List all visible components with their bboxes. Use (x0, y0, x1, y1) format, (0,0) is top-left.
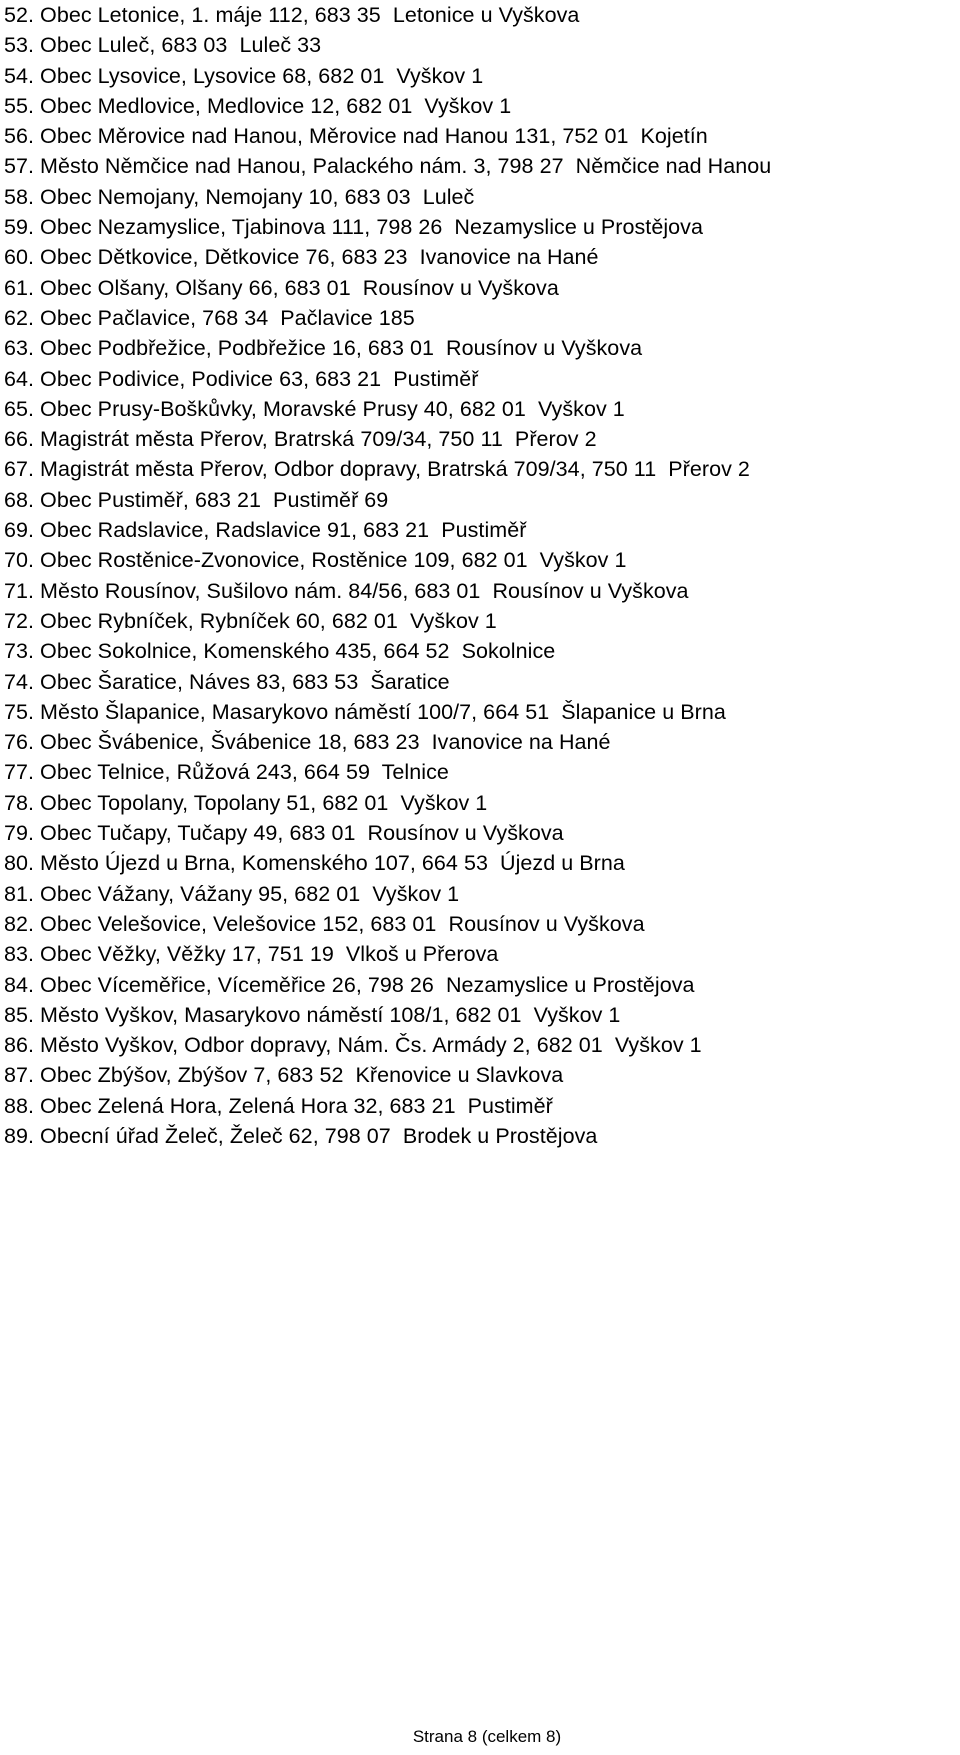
list-item: 72. Obec Rybníček, Rybníček 60, 682 01 Vyškov 1 (4, 608, 497, 633)
list-item: 88. Obec Zelená Hora, Zelená Hora 32, 683 21 Pustiměř (4, 1093, 553, 1118)
list-item: 65. Obec Prusy-Boškůvky, Moravské Prusy 40, 682 01 Vyškov 1 (4, 396, 625, 421)
list-item: 71. Město Rousínov, Sušilovo nám. 84/56, 683 01 Rousínov u Vyškova (4, 578, 689, 603)
list-item: 57. Město Němčice nad Hanou, Palackého nám. 3, 798 27 Němčice nad Hanou (4, 154, 772, 179)
list-item: 70. Obec Rostěnice-Zvonovice, Rostěnice 109, 682 01 Vyškov 1 (4, 548, 627, 573)
list-item: 66. Magistrát města Přerov, Bratrská 709/34, 750 11 Přerov 2 (4, 427, 597, 452)
list-item: 80. Město Újezd u Brna, Komenského 107, 664 53 Újezd u Brna (4, 851, 625, 876)
list-item: 79. Obec Tučapy, Tučapy 49, 683 01 Rousínov u Vyškova (4, 821, 564, 846)
list-item: 67. Magistrát města Přerov, Odbor dopravy, Bratrská 709/34, 750 11 Přerov 2 (4, 457, 750, 482)
list-item: 59. Obec Nezamyslice, Tjabinova 111, 798 26 Nezamyslice u Prostějova (4, 215, 703, 240)
list-item: 81. Obec Vážany, Vážany 95, 682 01 Vyškov 1 (4, 881, 460, 906)
list-item: 60. Obec Dětkovice, Dětkovice 76, 683 23 Ivanovice na Hané (4, 245, 599, 270)
list-item: 75. Město Šlapanice, Masarykovo náměstí 100/7, 664 51 Šlapanice u Brna (4, 699, 726, 724)
list-item: 77. Obec Telnice, Růžová 243, 664 59 Telnice (4, 760, 449, 785)
list-item: 76. Obec Švábenice, Švábenice 18, 683 23 Ivanovice na Hané (4, 730, 611, 755)
list-item: 74. Obec Šaratice, Náves 83, 683 53 Šaratice (4, 669, 450, 694)
list-item: 64. Obec Podivice, Podivice 63, 683 21 Pustiměř (4, 366, 479, 391)
list-item: 86. Město Vyškov, Odbor dopravy, Nám. Čs. Armády 2, 682 01 Vyškov 1 (4, 1033, 702, 1058)
list-item: 89. Obecní úřad Želeč, Želeč 62, 798 07 Brodek u Prostějova (4, 1123, 598, 1148)
list-item: 56. Obec Měrovice nad Hanou, Měrovice nad Hanou 131, 752 01 Kojetín (4, 124, 708, 149)
list-item: 84. Obec Víceměřice, Víceměřice 26, 798 26 Nezamyslice u Prostějova (4, 972, 695, 997)
list-item: 62. Obec Pačlavice, 768 34 Pačlavice 185 (4, 305, 415, 330)
list-item: 69. Obec Radslavice, Radslavice 91, 683 21 Pustiměř (4, 518, 527, 543)
list-item: 82. Obec Velešovice, Velešovice 152, 683 01 Rousínov u Vyškova (4, 911, 645, 936)
page-number-footer: Strana 8 (celkem 8) (412, 1727, 562, 1746)
list-item: 63. Obec Podbřežice, Podbřežice 16, 683 01 Rousínov u Vyškova (4, 336, 643, 361)
list-item: 78. Obec Topolany, Topolany 51, 682 01 Vyškov 1 (4, 790, 488, 815)
list-item: 52. Obec Letonice, 1. máje 112, 683 35 Letonice u Vyškova (4, 3, 580, 27)
list-item: 54. Obec Lysovice, Lysovice 68, 682 01 Vyškov 1 (4, 63, 484, 88)
list-item: 55. Obec Medlovice, Medlovice 12, 682 01 Vyškov 1 (4, 93, 512, 118)
list-item: 85. Město Vyškov, Masarykovo náměstí 108/1, 682 01 Vyškov 1 (4, 1002, 621, 1027)
list-item: 53. Obec Luleč, 683 03 Luleč 33 (4, 33, 322, 58)
list-item: 61. Obec Olšany, Olšany 66, 683 01 Rousínov u Vyškova (4, 275, 559, 300)
list-item: 87. Obec Zbýšov, Zbýšov 7, 683 52 Křenovice u Slavkova (4, 1063, 564, 1088)
list-item: 73. Obec Sokolnice, Komenského 435, 664 52 Sokolnice (4, 639, 556, 664)
address-list (4, 0, 771, 1151)
list-item: 58. Obec Nemojany, Nemojany 10, 683 03 Luleč (4, 184, 475, 209)
list-item: 68. Obec Pustiměř, 683 21 Pustiměř 69 (4, 487, 389, 512)
list-item: 83. Obec Věžky, Věžky 17, 751 19 Vlkoš u Přerova (4, 942, 499, 967)
